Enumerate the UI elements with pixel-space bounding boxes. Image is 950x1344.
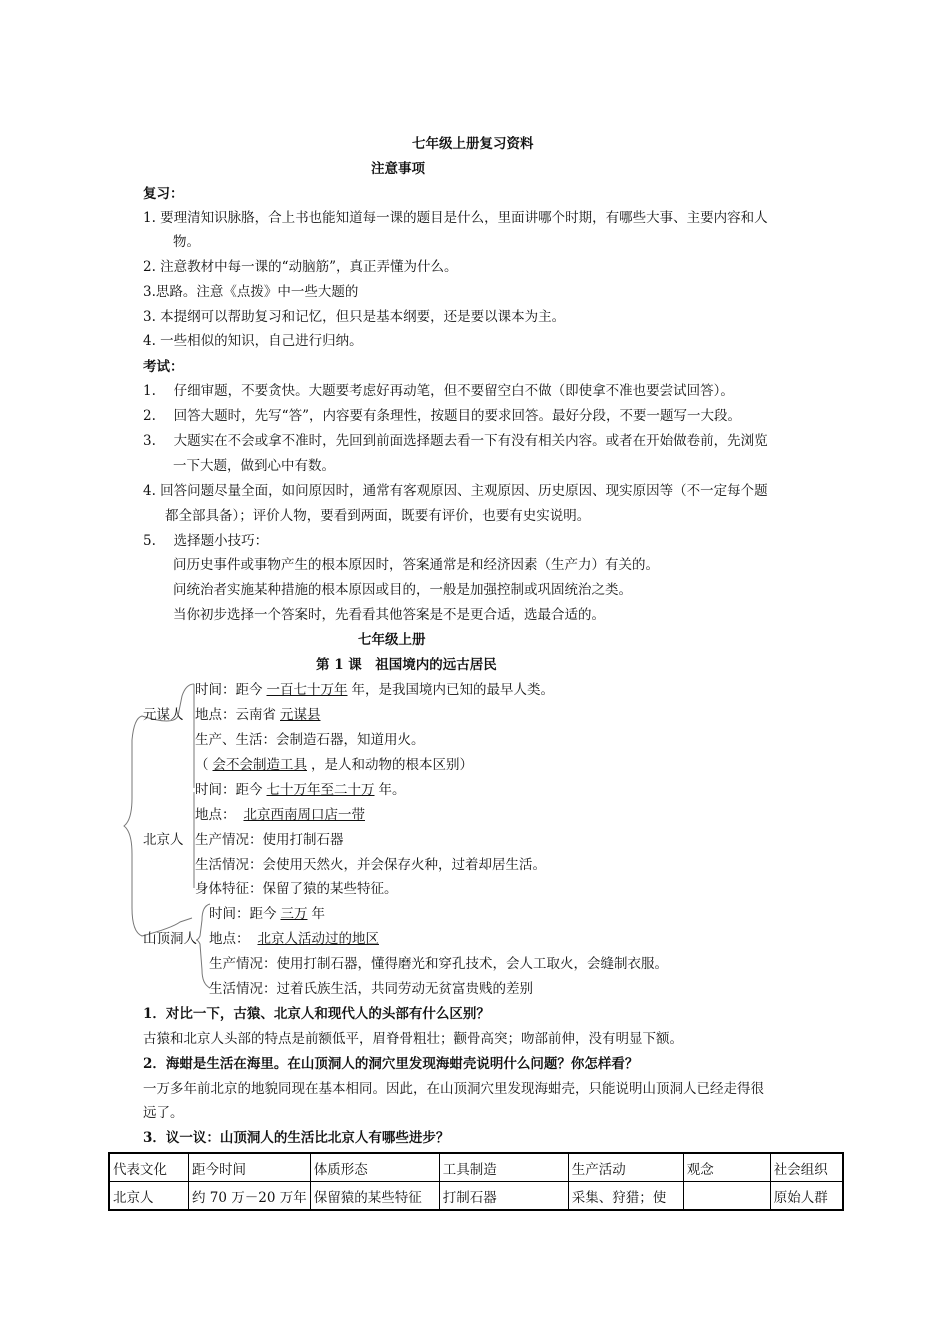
shanding-place xyxy=(209,929,383,949)
table-header-cell: 社会组织 xyxy=(770,1153,843,1182)
beijing-time-suffix: 年。 xyxy=(378,782,406,798)
table-cell: 打制石器 xyxy=(439,1182,568,1211)
beijing-place-prefix: 地点： xyxy=(195,807,236,823)
lesson-title: 第 1 课 祖国境内的远古居民 xyxy=(316,657,497,673)
review-item: 3.思路。注意《点拨》中一些大题的 xyxy=(143,284,359,300)
yuanmou-place-value: 元谋县 xyxy=(280,707,321,723)
exam-item: 1. 仔细审题，不要贪快。大题要考虑好再动笔，但不要留空白不做（即使拿不准也要尝试回答）。 xyxy=(143,383,734,399)
beijing-label: 北京人 xyxy=(143,832,184,848)
document-title: 七年级上册复习资料 xyxy=(412,136,534,152)
table-header-cell: 观念 xyxy=(683,1153,770,1182)
yuanmou-time-prefix: 时间：距今 xyxy=(195,682,263,698)
yuanmou-place xyxy=(195,705,325,725)
shanding-time-prefix: 时间：距今 xyxy=(209,906,277,922)
yuanmou-note-prefix: （ xyxy=(195,757,209,773)
question-answer: 远了。 xyxy=(143,1105,184,1121)
shanding-time-suffix: 年 xyxy=(311,906,325,922)
notice-title: 注意事项 xyxy=(371,161,425,177)
shanding-place-value: 北京人活动过的地区 xyxy=(257,931,379,947)
question-title: 1．对比一下，古猿、北京人和现代人的头部有什么区别？ xyxy=(143,1006,490,1022)
beijing-place-value: 北京西南周口店一带 xyxy=(243,807,365,823)
shanding-time xyxy=(209,904,325,924)
yuanmou-note-value: 会不会制造工具 xyxy=(212,757,307,773)
beijing-body: 身体特征：保留了猿的某些特征。 xyxy=(195,881,398,897)
yuanmou-life: 生产、生活：会制造石器，知道用火。 xyxy=(195,732,425,748)
beijing-place xyxy=(195,805,415,825)
shanding-production: 生产情况：使用打制石器，懂得磨光和穿孔技术，会人工取火，会缝制衣服。 xyxy=(209,956,668,972)
comparison-table xyxy=(108,1152,844,1211)
review-item: 1. 要理清知识脉胳，合上书也能知道每一课的题目是什么，里面讲哪个时期，有哪些大事、主要内容和人 xyxy=(143,210,768,226)
shanding-life: 生活情况：过着氏族生活，共同劳动无贫富贵贱的差别 xyxy=(209,981,533,997)
exam-heading: 考试： xyxy=(143,359,184,375)
table-cell: 北京人 xyxy=(109,1182,189,1211)
table-cell xyxy=(683,1182,770,1211)
beijing-production: 生产情况：使用打制石器 xyxy=(195,832,344,848)
beijing-life: 生活情况：会使用天然火，并会保存火种，过着却居生活。 xyxy=(195,857,546,873)
exam-item: 问统治者实施某种措施的根本原因或目的，一般是加强控制或巩固统治之类。 xyxy=(173,582,632,598)
beijing-time xyxy=(195,780,406,800)
exam-item: 问历史事件或事物产生的根本原因时，答案通常是和经济因素（生产力）有关的。 xyxy=(173,557,659,573)
exam-item: 4. 回答问题尽量全面，如问原因时，通常有客观原因、主观原因、历史原因、现实原因等（不一定每个题 xyxy=(143,483,768,499)
exam-item: 都全部具备）；评价人物，要看到两面，既要有评价，也要有史实说明。 xyxy=(165,508,591,524)
yuanmou-note-suffix: ，是人和动物的根本区别） xyxy=(311,757,473,773)
table-header-cell: 距今时间 xyxy=(189,1153,311,1182)
section-title: 七年级上册 xyxy=(358,632,426,648)
exam-item: 一下大题，做到心中有数。 xyxy=(173,458,335,474)
table-cell: 原始人群 xyxy=(770,1182,843,1211)
question-answer: 古猿和北京人头部的特点是前额低平，眉脊骨粗壮；颧骨高突；吻部前伸，没有明显下额。 xyxy=(143,1031,683,1047)
review-heading: 复习： xyxy=(143,186,184,202)
beijing-time-prefix: 时间：距今 xyxy=(195,782,263,798)
beijing-time-value: 七十万年至二十万 xyxy=(266,782,375,798)
question-title: 2．海蚶是生活在海里。在山顶洞人的洞穴里发现海蚶壳说明什么问题？你怎样看？ xyxy=(143,1056,639,1072)
exam-item: 2. 回答大题时，先写“答”，内容要有条理性，按题目的要求回答。最好分段，不要一题写一大段。 xyxy=(143,408,741,424)
yuanmou-time xyxy=(195,680,554,700)
yuanmou-time-suffix: 年，是我国境内已知的最早人类。 xyxy=(351,682,554,698)
shanding-place-prefix: 地点： xyxy=(209,931,250,947)
yuanmou-time-value: 一百七十万年 xyxy=(266,682,348,698)
exam-item: 3. 大题实在不会或拿不准时，先回到前面选择题去看一下有没有相关内容。或者在开始做卷前，先浏览 xyxy=(143,433,768,449)
table-header-cell: 工具制造 xyxy=(439,1153,568,1182)
exam-item: 5. 选择题小技巧： xyxy=(143,533,269,549)
exam-item: 当你初步选择一个答案时，先看看其他答案是不是更合适，选最合适的。 xyxy=(173,607,605,623)
yuanmou-note xyxy=(195,755,473,775)
question-title: 3．议一议：山顶洞人的生活比北京人有哪些进步？ xyxy=(143,1130,450,1146)
table-cell: 约 70 万－20 万年 xyxy=(189,1182,311,1211)
review-item: 3. 本提纲可以帮助复习和记忆，但只是基本纲要，还是要以课本为主。 xyxy=(143,309,566,325)
table-header-cell: 生产活动 xyxy=(568,1153,683,1182)
review-item: 物。 xyxy=(173,234,200,250)
table-cell: 采集、狩猎；使 xyxy=(568,1182,683,1211)
yuanmou-place-prefix: 地点：云南省 xyxy=(195,707,276,723)
shanding-label: 山顶洞人 xyxy=(143,931,197,947)
review-item: 2. 注意教材中每一课的“动脑筋”，真正弄懂为什么。 xyxy=(143,259,458,275)
table-cell: 保留猿的某些特征 xyxy=(310,1182,439,1211)
shanding-time-value: 三万 xyxy=(280,906,308,922)
yuanmou-label: 元谋人 xyxy=(143,707,184,723)
review-item: 4. 一些相似的知识，自己进行归纳。 xyxy=(143,333,363,349)
table-header-row xyxy=(109,1153,843,1182)
question-answer: 一万多年前北京的地貌同现在基本相同。因此，在山顶洞穴里发现海蚶壳，只能说明山顶洞人已经走得很 xyxy=(143,1081,764,1097)
table-header-cell: 代表文化 xyxy=(109,1153,189,1182)
table-row xyxy=(109,1182,843,1211)
table-header-cell: 体质形态 xyxy=(310,1153,439,1182)
